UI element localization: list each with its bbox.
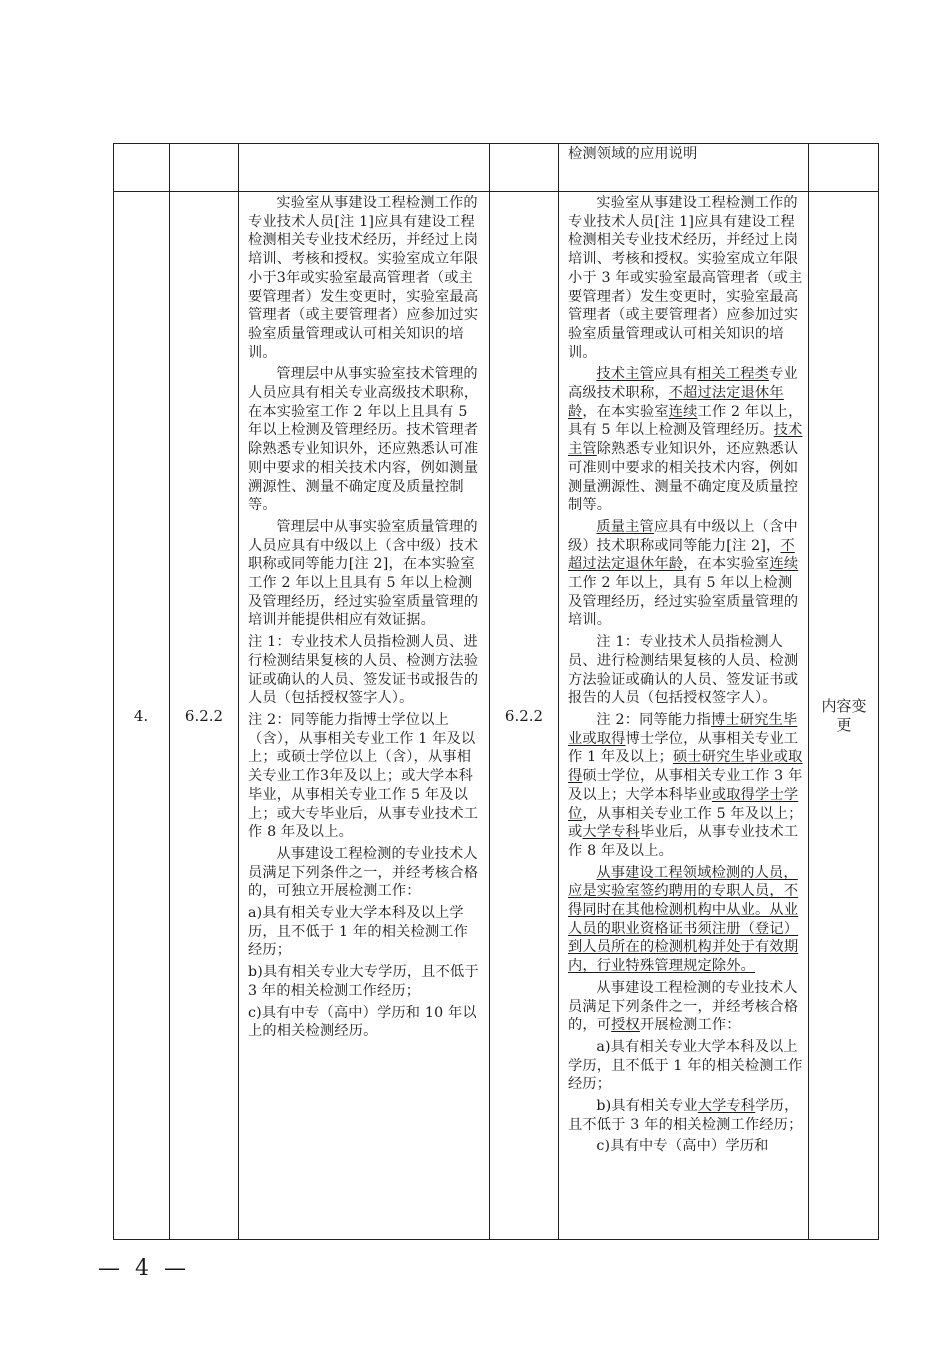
row-number: 4. bbox=[133, 706, 149, 725]
new-condition-a: a)具有相关专业大学本科及以上学历，且不低于 1 年的相关检测工作经历； bbox=[568, 1038, 803, 1093]
underlined-text: 技术主管 bbox=[596, 366, 654, 383]
new-paragraph-technical-manager bbox=[568, 365, 804, 515]
new-paragraph: 实验室从事建设工程检测工作的专业技术人员[注 1]应具有建设工程检测相关专业技术经历，并经过上岗培训、考核和授权。实验室成立年限小于 3 年或实验室最高管理者（或主要管理者）发生变更时，实验室最高管理者（或主要管理者）应参加过实验室质量管理或认可相关知识的培训。 bbox=[568, 195, 803, 361]
old-paragraph: 实验室从事建设工程检测工作的专业技术人员[注 1]应具有建设工程检测相关专业技术经历，并经过上岗培训、考核和授权。实验室成立年限小于3年或实验室最高管理者（或主要管理者）发生变更时，实验室最高管理者（或主要管理者）应参加过实验室质量管理或认可相关知识的培训。 bbox=[248, 195, 479, 361]
text: 工作 2 年以上，具有 5 年以上检测及管理经历，经过实验室质量管理的培训。 bbox=[568, 575, 799, 629]
new-paragraph-fulltime-staff: 从事建设工程领域检测的人员，应是实验室签约聘用的专职人员，不得同时在其他检测机构中从业。从业人员的职业资格证书须注册（登记）到人员所在的检测机构并处于有效期内，行业特殊管理规定除外。 bbox=[568, 864, 799, 975]
underlined-text: 不超过法定退休年龄 bbox=[568, 537, 795, 573]
old-text-cell bbox=[248, 194, 481, 1238]
change-type: 内容变更 bbox=[821, 697, 867, 734]
underlined-text: 或取得学士学位 bbox=[568, 786, 799, 822]
new-paragraph-quality-manager bbox=[568, 518, 804, 630]
text: ，在本实验室 bbox=[582, 403, 669, 420]
old-paragraph: 管理层中从事实验室技术管理的人员应具有相关专业高级技术职称，在本实验室工作 2 年以上且具有 5 年以上检测及管理经历。技术管理者除熟悉专业知识外，还应熟悉认可准则中要求的相关技术内容，例如测量溯源性、测量不确定度及质量控制等。 bbox=[248, 366, 479, 514]
top-row-new-text: 检测领域的应用说明 bbox=[568, 146, 698, 162]
table-divider bbox=[238, 143, 239, 1240]
old-paragraph: 管理层中从事实验室质量管理的人员应具有中级以上（含中级）技术职称或同等能力[注 2]，在本实验室工作 2 年以上且具有 5 年以上检测及管理经历，经过实验室质量管理的培训并能提供相应有效证据。 bbox=[248, 518, 479, 629]
table-divider bbox=[558, 143, 559, 1240]
old-note-2: 注 2：同等能力指博士学位以上（含），从事相关专业工作 1 年及以上；或硕士学位以上（含），从事相关专业工作3年及以上；或大学本科毕业，从事相关专业工作 5 年及以上；或大专毕业后，从事专业技术工作 8 年及以上。 bbox=[248, 711, 479, 841]
underlined-text: 不超过法定退休年龄 bbox=[568, 385, 784, 420]
old-condition-b: b)具有相关专业大专学历，且不低于 3 年的相关检测工作经历； bbox=[248, 964, 479, 999]
text: 除熟悉专业知识外，还应熟悉认可准则中要求的相关技术内容，例如测量溯源性、测量不确定度及质量控制等。 bbox=[568, 441, 799, 514]
table-border-top bbox=[113, 143, 879, 144]
new-paragraph-conditions bbox=[568, 979, 804, 1035]
new-condition-c: c)具有中专（高中）学历和 bbox=[596, 1138, 769, 1155]
old-paragraph: 从事建设工程检测的专业技术人员满足下列条件之一，并经考核合格的，可独立开展检测工作： bbox=[248, 845, 479, 900]
new-condition-b bbox=[568, 1097, 804, 1134]
old-clause-number: 6.2.2 bbox=[184, 706, 224, 725]
text: 从事建设工程检测的专业技术人员满足下列条件之一，并经考核合格的，可 bbox=[568, 979, 799, 1034]
old-note-1: 注 1：专业技术人员指检测人员、进行检测结果复核的人员、检测方法验证或确认的人员、签发证书或报告的人员（包括授权签字人）。 bbox=[248, 634, 479, 707]
text: 硕士学位，从事相关专业工作 3 年及以上；大学本科毕业 bbox=[568, 768, 803, 803]
underlined-text: 硕士研究生毕业或取得 bbox=[568, 749, 803, 785]
underlined-text: 连续 bbox=[668, 403, 698, 420]
table-border-bottom bbox=[113, 1239, 879, 1240]
underlined-text: 大学专科 bbox=[697, 1098, 756, 1115]
new-note-2 bbox=[568, 711, 804, 861]
new-clause-number: 6.2.2 bbox=[504, 706, 544, 725]
text: ，在本实验室 bbox=[683, 556, 770, 573]
text: 博士学位，从事相关专业工作 1 年及以上； bbox=[568, 730, 799, 766]
underlined-text: 技术主管 bbox=[568, 422, 803, 458]
page-number: — 4 — bbox=[98, 1256, 190, 1281]
table-border-right bbox=[878, 143, 879, 1240]
underlined-text: 博士研究生毕业或取得 bbox=[568, 711, 798, 747]
new-text-cell bbox=[568, 194, 804, 1238]
old-condition-a: a)具有相关专业大学本科及以上学历，且不低于 1 年的相关检测工作经历； bbox=[248, 905, 469, 959]
text: 工作 2 年以上，具有 5 年以上检测及管理经历。 bbox=[568, 403, 803, 439]
text: 应具有中级以上（含中级）技术职称或同等能力[注 2]， bbox=[568, 518, 798, 554]
new-note-1: 注 1：专业技术人员指检测人员、进行检测结果复核的人员、检测方法验证或确认的人员、签发证书或报告的人员（包括授权签字人）。 bbox=[568, 634, 799, 707]
underlined-text: 授权 bbox=[611, 1017, 640, 1034]
text: 专业高级技术职称， bbox=[568, 366, 798, 402]
old-condition-c: c)具有中专（高中）学历和 10 年以上的相关检测经历。 bbox=[248, 1004, 477, 1040]
table-divider bbox=[808, 143, 809, 1240]
text: b)具有相关专业 bbox=[596, 1098, 698, 1115]
underlined-text: 质量主管 bbox=[596, 518, 654, 535]
text: 注 2：同等能力指 bbox=[596, 711, 712, 728]
text: 应具有 bbox=[653, 366, 698, 383]
underlined-text: 相关工程类 bbox=[697, 366, 770, 383]
comparison-table bbox=[113, 143, 879, 1240]
underlined-text: 大学专科 bbox=[582, 824, 640, 841]
text: ，从事相关专业工作 5 年及以上；或 bbox=[568, 805, 803, 841]
top-row-new-text-cell bbox=[568, 145, 804, 167]
text: 开展检测工作： bbox=[639, 1017, 741, 1034]
text: 学历，且不低于 3 年的相关检测工作经历； bbox=[568, 1098, 803, 1133]
text: 毕业后，从事专业技术工作 8 年及以上。 bbox=[568, 824, 799, 859]
underlined-text: 连续 bbox=[769, 556, 799, 573]
